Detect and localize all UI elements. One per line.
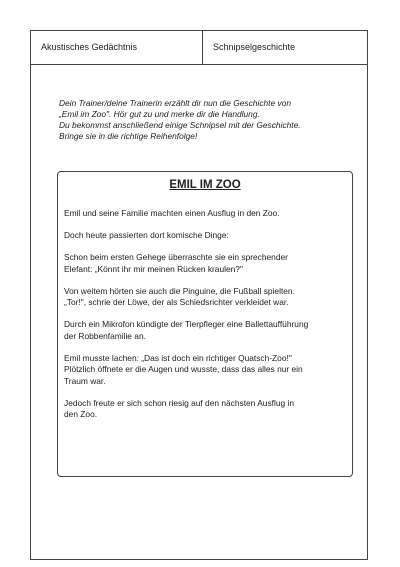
story-paragraph [64, 252, 350, 275]
story-line: Emil und seine Familie machten einen Ausflug in den Zoo. [64, 208, 280, 218]
story-line: Traum war. [64, 375, 106, 386]
header-topic: Akustisches Gedächtnis [31, 31, 203, 64]
story-paragraph [64, 319, 350, 342]
instruction-line: „Emil im Zoo". Hör gut zu und merke dir die Handlung. [59, 109, 260, 119]
instruction-line: Du bekommst anschließend einige Schnipsel mit der Geschichte. [59, 120, 301, 130]
story-line: Jedoch freute er sich schon riesig auf den nächsten Ausflug in [64, 397, 294, 408]
header-row [31, 31, 367, 65]
story-line: Doch heute passierten dort komische Dinge: [64, 230, 229, 240]
story-body [64, 208, 350, 431]
story-line: Von weitem hörten sie auch die Pinguine, die Fußball spielten. [64, 285, 295, 296]
story-paragraph [64, 286, 350, 309]
story-line: „Tor!", schrie der Löwe, der als Schiedsrichter verkleidet war. [64, 297, 289, 307]
story-line: Emil musste lachen: „Das ist doch ein richtiger Quatsch-Zoo!" [64, 352, 292, 363]
story-line: den Zoo. [64, 409, 98, 419]
story-line: Plötzlich öffnete er die Augen und wusste, dass das alles nur ein [64, 364, 303, 374]
story-line: Durch ein Mikrofon kündigte der Tierpfleger eine Ballettaufführung [64, 319, 309, 329]
instruction-line: Dein Trainer/deine Trainerin erzählt dir nun die Geschichte von [59, 98, 291, 108]
story-line: Schon beim ersten Gehege überraschte sie ein sprechender [64, 252, 288, 262]
story-paragraph [64, 230, 350, 242]
story-line: der Robbenfamilie an. [64, 330, 146, 341]
story-title: EMIL IM ZOO [169, 179, 241, 191]
story-box [57, 171, 353, 477]
story-paragraph [64, 398, 350, 421]
story-line: Elefant: „Könnt ihr mir meinen Rücken kraulen?" [64, 263, 243, 274]
story-paragraph [64, 208, 350, 220]
worksheet [30, 30, 368, 560]
header-exercise: Schnipselgeschichte [213, 42, 296, 52]
instruction-line: Bringe sie in die richtige Reihenfolge! [59, 131, 198, 141]
instructions [59, 98, 359, 142]
story-paragraph [64, 353, 350, 388]
